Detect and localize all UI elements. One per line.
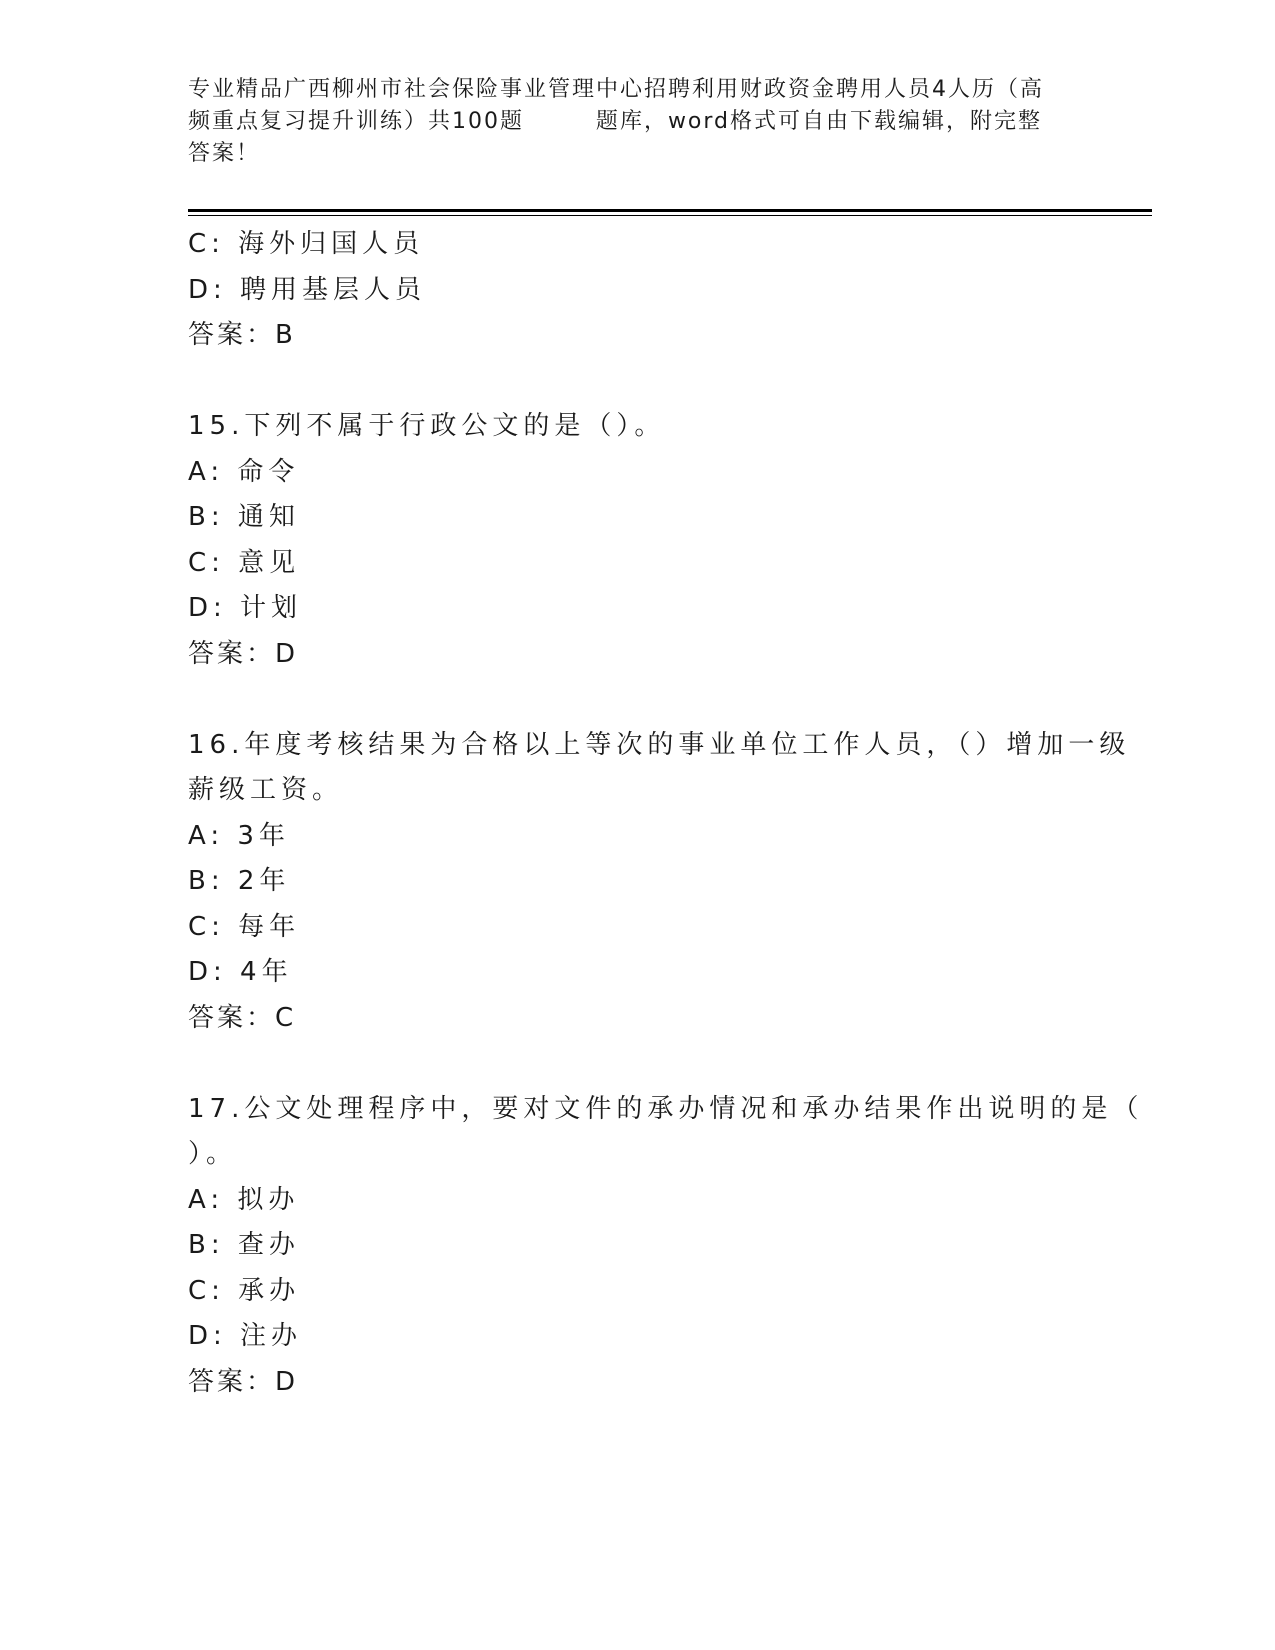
option-c: C: 承办 (188, 1275, 301, 1306)
question-stem-line-1: 17.公文处理程序中，要对文件的承办情况和承办结果作出说明的是（ (188, 1093, 1144, 1124)
option-b: B: 通知 (188, 502, 300, 532)
question-stem-line-2: 薪级工资。 (188, 775, 344, 805)
question-14-continuation (188, 222, 1088, 359)
option-d: D: 计划 (188, 593, 303, 623)
option-c: C: 海外归国人员 (188, 229, 425, 259)
option-b: B: 2年 (188, 866, 291, 896)
option-c: C: 每年 (188, 911, 301, 942)
answer: 答案：D (188, 1366, 299, 1397)
question-stem-line-1: 16.年度考核结果为合格以上等次的事业单位工作人员，（）增加一级 (188, 729, 1131, 760)
question-17 (188, 1087, 1144, 1406)
option-b: B: 查办 (188, 1230, 300, 1260)
option-a: A: 命令 (188, 456, 300, 487)
answer: 答案：D (188, 638, 299, 669)
option-a: A: 拟办 (188, 1184, 300, 1215)
question-stem: 15.下列不属于行政公文的是（）。 (188, 411, 666, 441)
answer: 答案：B (188, 320, 296, 350)
option-d: D: 注办 (188, 1321, 303, 1351)
header-divider-thick (188, 209, 1152, 212)
header-line-1: 专业精品广西柳州市社会保险事业管理中心招聘利用财政资金聘用人员4人历（高 (188, 77, 1044, 102)
answer: 答案：C (188, 1002, 297, 1033)
question-15 (188, 404, 1088, 677)
header-line-3: 答案！ (188, 141, 261, 166)
option-d: D: 聘用基层人员 (188, 274, 427, 305)
question-stem-line-2: ）。 (188, 1139, 238, 1169)
question-16 (188, 723, 1131, 1042)
document-header (188, 74, 1088, 170)
header-divider-thin (188, 215, 1152, 216)
header-line-2: 频重点复习提升训练）共100题 题库，word格式可自由下载编辑，附完整 (188, 109, 1043, 134)
option-c: C: 意见 (188, 547, 301, 578)
question-list (188, 222, 1144, 1405)
option-d: D: 4年 (188, 957, 293, 987)
option-a: A: 3年 (188, 820, 290, 851)
